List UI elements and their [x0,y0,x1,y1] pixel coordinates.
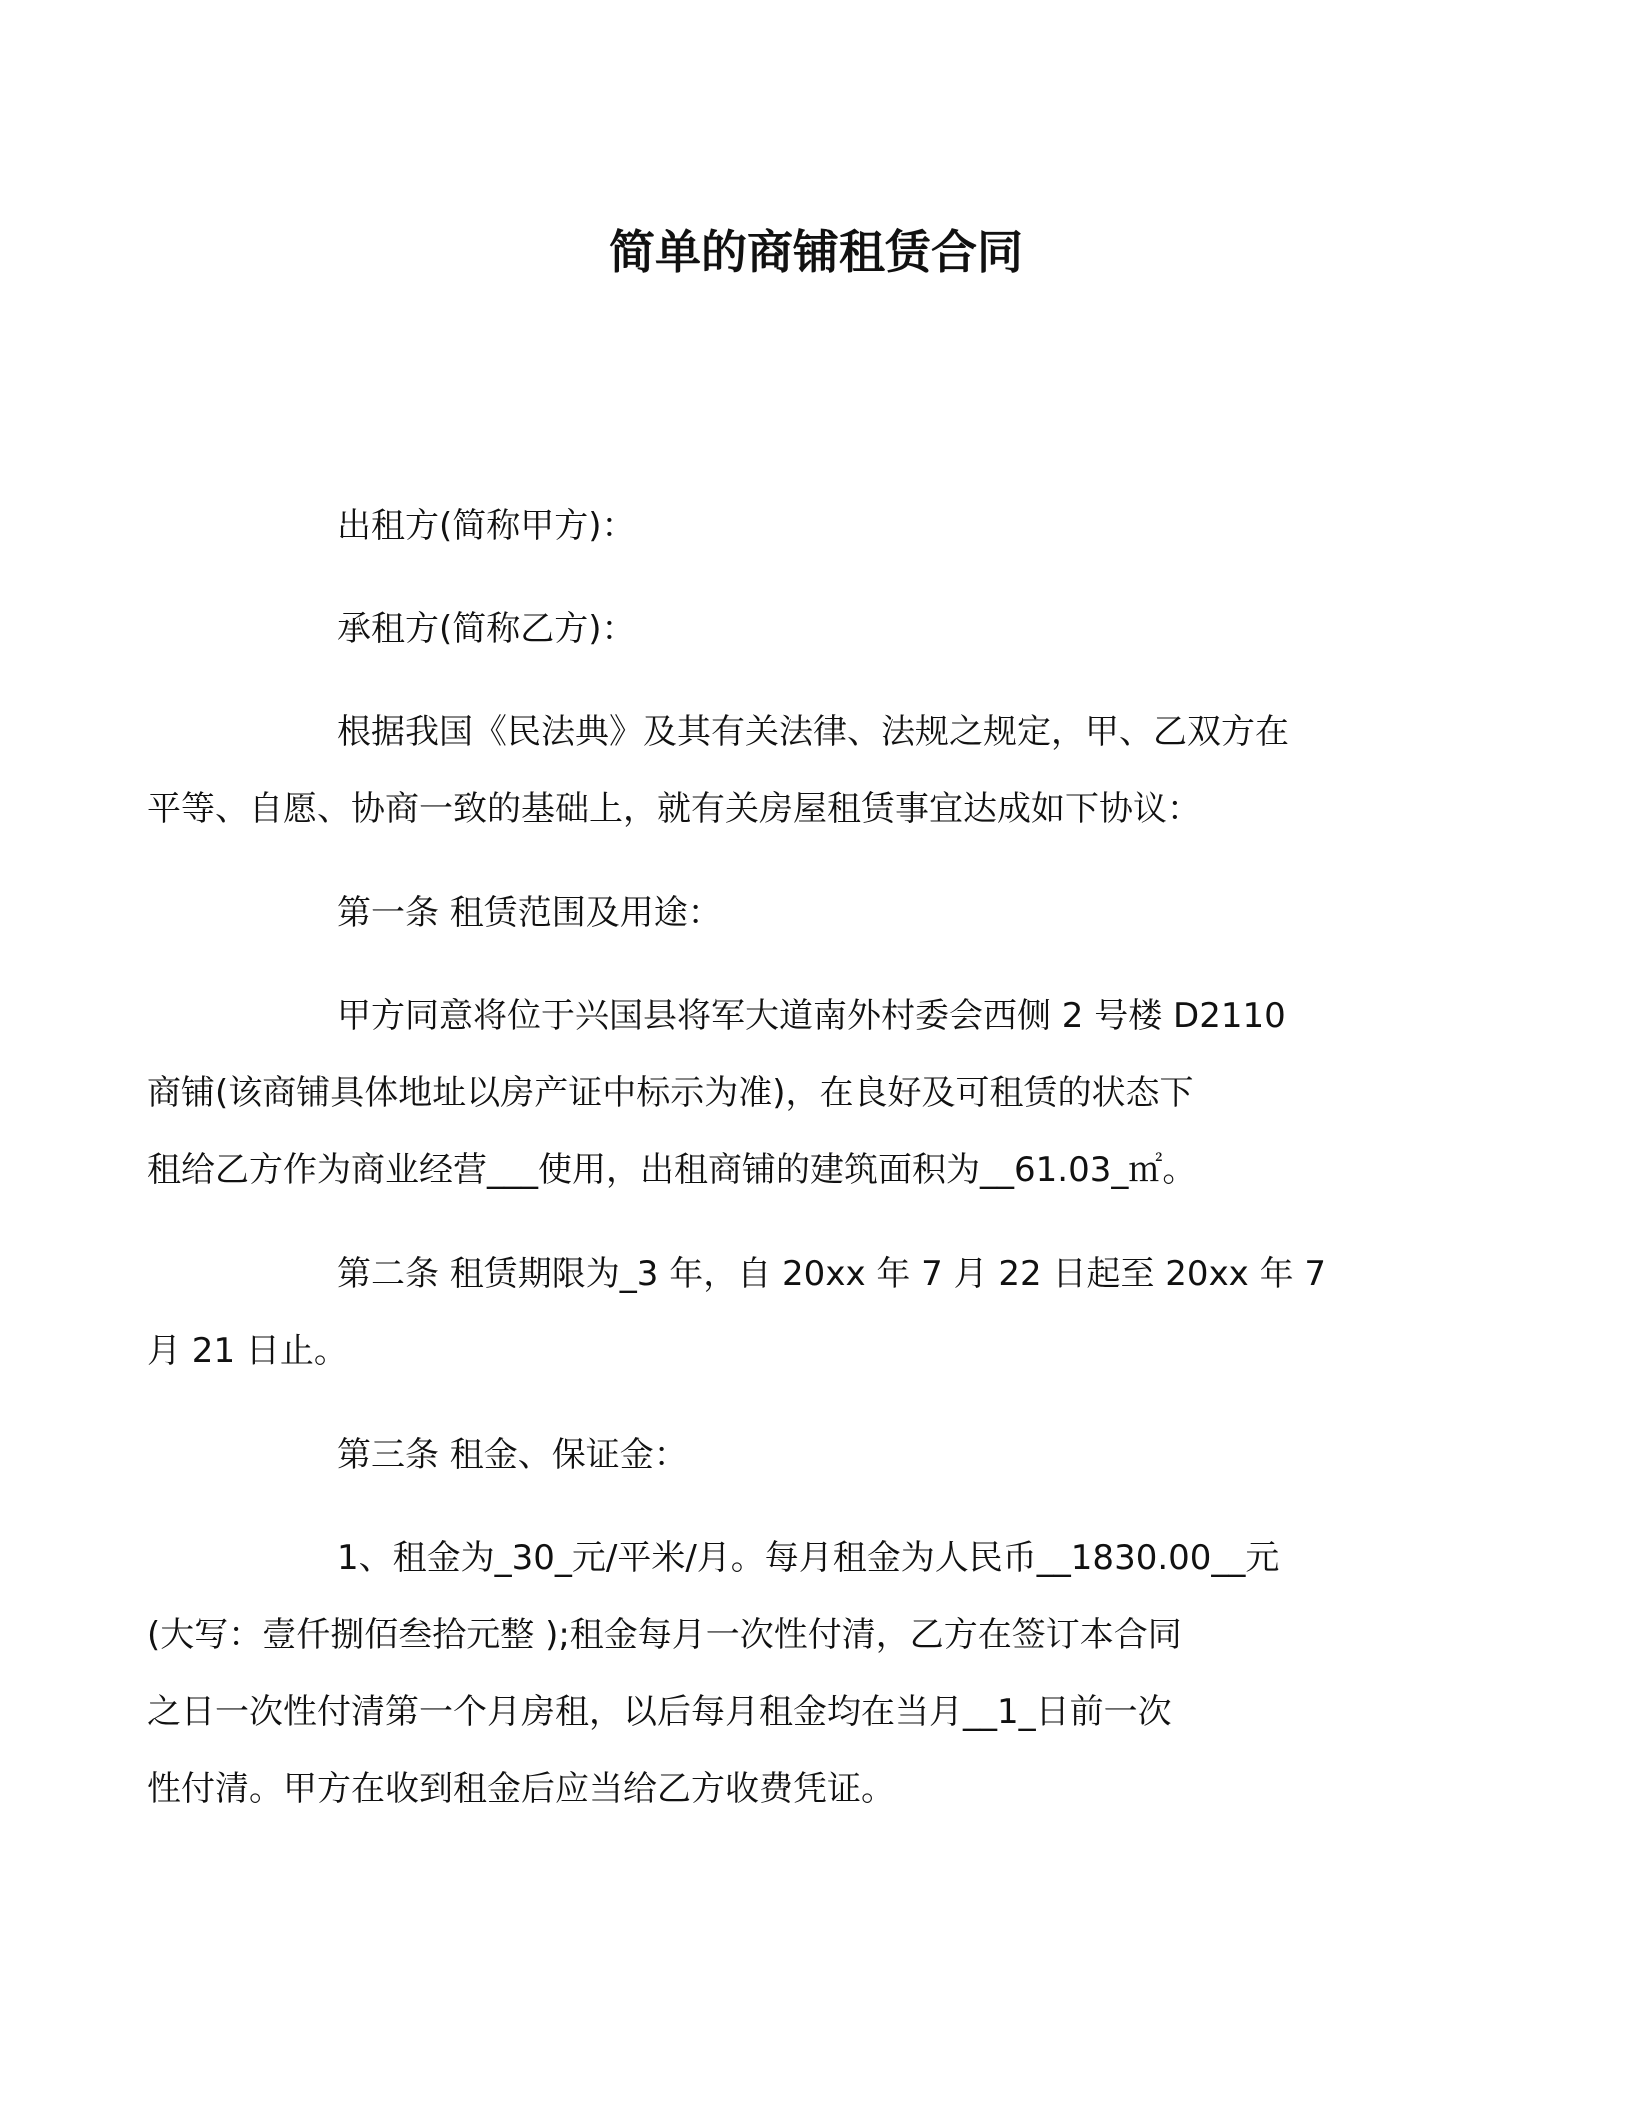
article-2-term [147,1236,1390,1390]
paragraph-lessor [242,488,1390,565]
paragraph-lessee [242,591,1390,668]
paragraph-line: 甲方同意将位于兴国县将军大道南外村委会西侧 2 号楼 D2110 [337,996,1286,1036]
article-1-heading [242,875,1390,952]
paragraph-rent [147,1520,1390,1828]
paragraph-line: 1、租金为_30_元/平米/月。每月租金为人民币__1830.00__元 [337,1538,1280,1578]
paragraph-line: 商铺(该商铺具体地址以房产证中标示为准)，在良好及可租赁的状态下 [147,1073,1194,1113]
paragraph-line: 租给乙方作为商业经营___使用，出租商铺的建筑面积为__61.03_㎡。 [147,1150,1197,1190]
paragraph-line: 月 21 日止。 [147,1331,348,1371]
paragraph-line: 性付清。甲方在收到租金后应当给乙方收费凭证。 [147,1769,895,1809]
paragraph-line: (大写：壹仟捌佰叁拾元整 );租金每月一次性付清，乙方在签订本合同 [147,1615,1182,1655]
paragraph-line: 出租方(简称甲方)： [337,506,636,546]
paragraph-premises [147,978,1390,1209]
paragraph-line: 根据我国《民法典》及其有关法律、法规之规定，甲、乙双方在 [337,712,1289,752]
article-3-heading [242,1417,1390,1494]
paragraph-line: 第一条 租赁范围及用途： [337,893,722,933]
document-body [147,488,1390,1855]
paragraph-line: 承租方(简称乙方)： [337,609,636,649]
document-title: 简单的商铺租赁合同 [609,225,1023,279]
paragraph-line: 第二条 租赁期限为_3 年，自 20xx 年 7 月 22 日起至 20xx 年 7 [337,1254,1327,1294]
paragraph-preamble [147,694,1390,848]
paragraph-line: 第三条 租金、保证金： [337,1435,688,1475]
paragraph-line: 之日一次性付清第一个月房租，以后每月租金均在当月__1_日前一次 [147,1692,1172,1732]
paragraph-line: 平等、自愿、协商一致的基础上，就有关房屋租赁事宜达成如下协议： [147,789,1201,829]
